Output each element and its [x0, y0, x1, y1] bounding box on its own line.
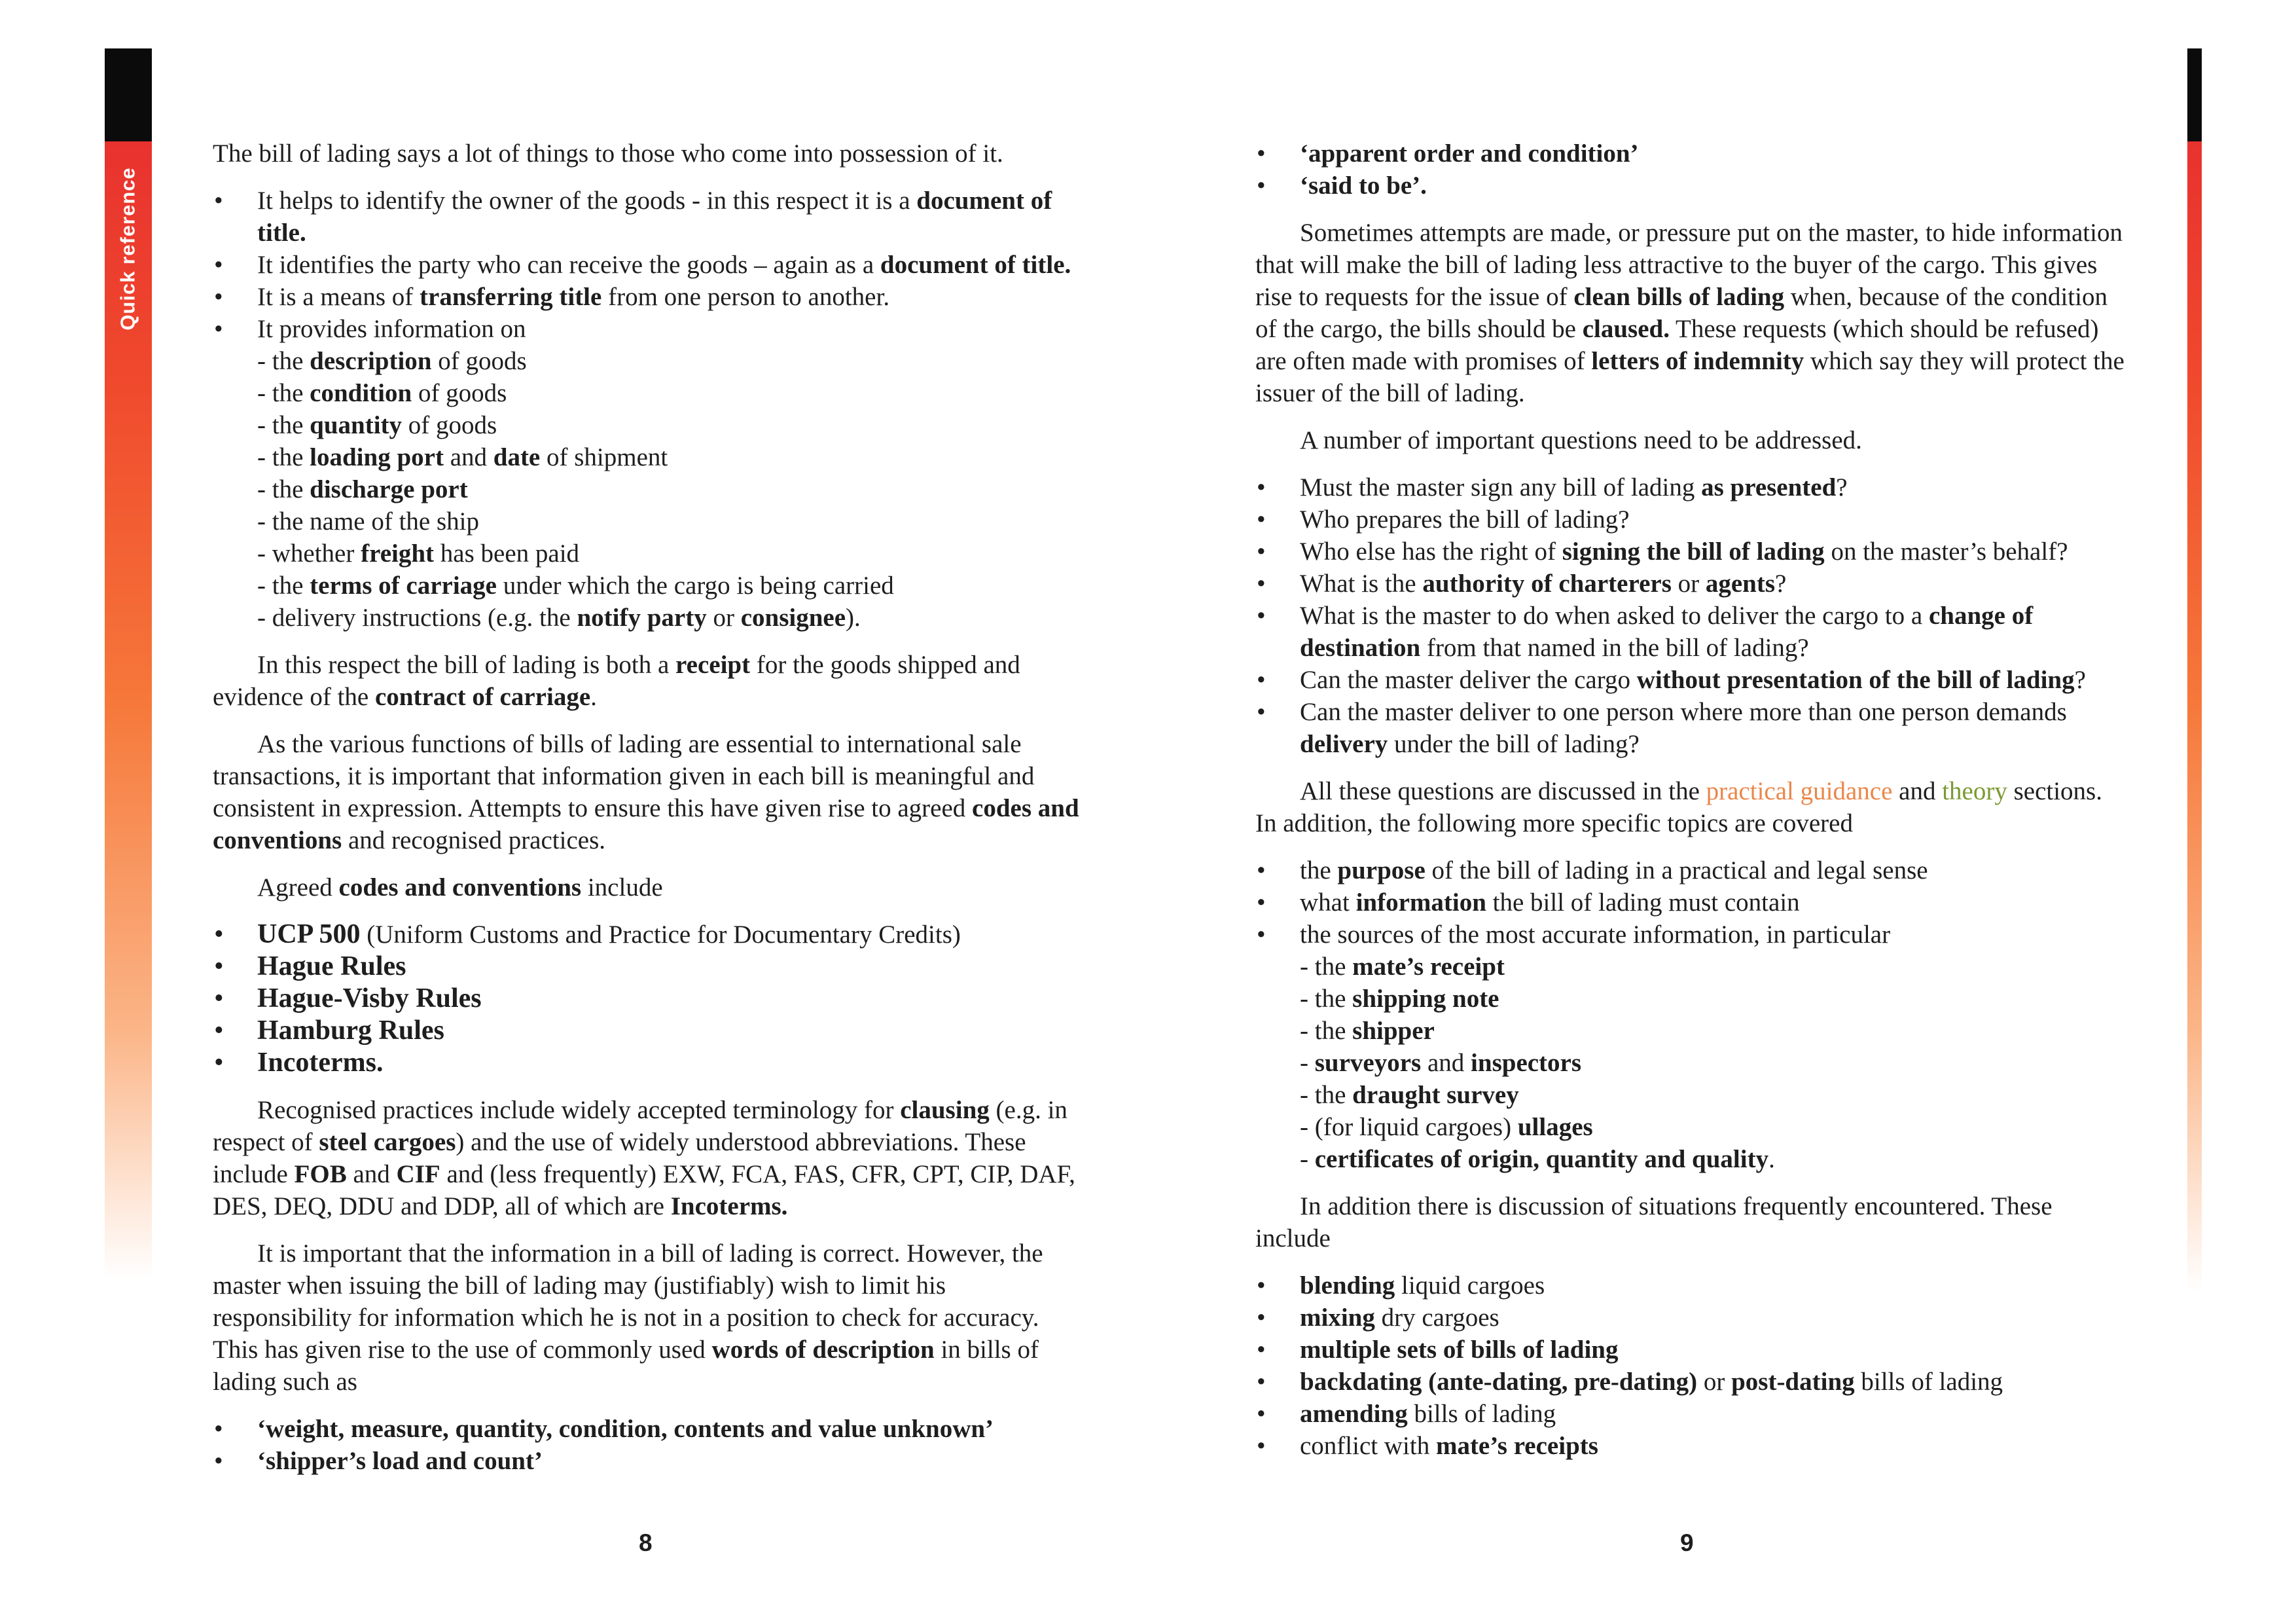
list-item: • ‘shipper’s load and count’ [213, 1445, 1083, 1477]
list-item: • Can the master deliver to one person where more than one person demands delivery under the bill of lading? [1255, 696, 2126, 760]
practices-paragraph: Recognised practices include widely accepted terminology for clausing (e.g. in respect of steel cargoes) and the use of widely understood abbreviations. These include FOB and CIF and (less frequently) EXW, FCA, FAS, CFR, CPT, CIP, DAF, DES, DEQ, DDU and DDP, all of which are Incoterms. [213, 1096, 1075, 1220]
list-item: • Can the master deliver the cargo without presentation of the bill of lading? [1255, 664, 2126, 696]
intro-paragraph: The bill of lading says a lot of things to those who come into possession of it. [213, 139, 1003, 168]
list-item: • the sources of the most accurate information, in particular - the mate’s receipt - the shipping note - the shipper - surveyors and inspectors - the draught survey - (for liquid cargoes) ullages - certificates of origin, quantity and quality. [1255, 919, 2126, 1175]
list-item: • Who else has the right of signing the bill of lading on the master’s behalf? [1255, 536, 2126, 568]
sublist-item: - whether freight has been paid [257, 539, 580, 568]
sources-sublist [1300, 951, 2126, 1175]
list-item: • multiple sets of bills of lading [1255, 1334, 2126, 1366]
list-item: • It is a means of transferring title from one person to another. [213, 281, 1083, 313]
list-item: • mixing dry cargoes [1255, 1302, 2126, 1334]
description-phrases-list [213, 1413, 1083, 1477]
list-item: • It provides information on - the description of goods - the condition of goods - the quantity of goods - the loading port and date of shipment - the discharge port - the name of the ship - whether freight has been paid - the terms of carriage under which the cargo is being carried - delivery instructions (e.g. the notify party or consignee). [213, 313, 1083, 634]
page-number-right: 9 [1680, 1529, 1694, 1556]
list-item: • backdating (ante-dating, pre-dating) or post-dating bills of lading [1255, 1366, 2126, 1398]
list-item: • Must the master sign any bill of lading as presented? [1255, 471, 2126, 503]
list-item: • Hague-Visby Rules [213, 983, 1083, 1015]
list-item: • What is the authority of charterers or agents? [1255, 568, 2126, 600]
description-phrases-continued [1255, 137, 2126, 202]
sublist-item: - the draught survey [1300, 1081, 1519, 1109]
sublist-item: - certificates of origin, quantity and quality. [1300, 1145, 1775, 1173]
list-item: • blending liquid cargoes [1255, 1269, 2126, 1302]
sublist-item: - delivery instructions (e.g. the notify party or consignee). [257, 604, 861, 632]
sublist-item: - the condition of goods [257, 379, 507, 407]
list-item: • It identifies the party who can receive the goods – again as a document of title. [213, 249, 1083, 281]
list-item: • What is the master to do when asked to deliver the cargo to a change of destination from that named in the bill of lading? [1255, 600, 2126, 664]
practical-guidance-link[interactable]: practical guidance [1706, 777, 1893, 805]
list-item: • the purpose of the bill of lading in a practical and legal sense [1255, 854, 2126, 886]
sections-paragraph: All these questions are discussed in the practical guidance and theory sections. In addition, the following more specific topics are covered [1255, 777, 2102, 837]
list-item: • UCP 500 (Uniform Customs and Practice for Documentary Credits) [213, 919, 1083, 951]
sublist-item: - the description of goods [257, 347, 527, 375]
list-item: • ‘apparent order and condition’ [1255, 137, 2126, 170]
list-item: • ‘said to be’. [1255, 170, 2126, 202]
sublist-item: - the mate’s receipt [1300, 953, 1505, 981]
section-tab-label: Quick reference [117, 167, 140, 331]
sublist-item: - surveyors and inspectors [1300, 1049, 1582, 1077]
codes-intro: Agreed codes and conventions include [257, 873, 663, 902]
right-page-column [1255, 137, 2126, 1477]
list-item: • Who prepares the bill of lading? [1255, 503, 2126, 536]
list-item: • Hague Rules [213, 951, 1083, 983]
sublist-item: - the loading port and date of shipment [257, 443, 668, 471]
topics-list [1255, 854, 2126, 1175]
list-item: • It helps to identify the owner of the goods - in this respect it is a document of title. [213, 185, 1083, 249]
codes-list [213, 919, 1083, 1079]
function-list [213, 185, 1083, 634]
sublist-item: - the shipper [1300, 1017, 1435, 1045]
receipt-paragraph: In this respect the bill of lading is both a receipt for the goods shipped and evidence of the contract of carriage. [213, 651, 1020, 711]
questions-list [1255, 471, 2126, 760]
questions-intro: A number of important questions need to be addressed. [1300, 426, 1862, 454]
list-item: • amending bills of lading [1255, 1398, 2126, 1430]
situations-list [1255, 1269, 2126, 1462]
page-number-left: 8 [639, 1529, 653, 1556]
accuracy-paragraph: It is important that the information in a bill of lading is correct. However, the master when issuing the bill of lading may (justifiably) wish to limit his responsibility for information which he is not in a position to check for accuracy. This has given rise to the use of commonly used words of description in bills of lading such as [213, 1239, 1043, 1396]
list-item: • ‘weight, measure, quantity, condition, contents and value unknown’ [213, 1413, 1083, 1445]
information-sublist [257, 345, 1083, 634]
list-item: • what information the bill of lading must contain [1255, 886, 2126, 919]
theory-link[interactable]: theory [1942, 777, 2007, 805]
list-item: • Hamburg Rules [213, 1015, 1083, 1047]
clean-bills-paragraph: Sometimes attempts are made, or pressure put on the master, to hide information that will make the bill of lading less attractive to the buyer of the cargo. This gives rise to requests for the issue of clean bills of lading when, because of the condition of the cargo, the bills should be claused. These requests (which should be refused) are often made with promises of letters of indemnity which say they will protect the issuer of the bill of lading. [1255, 219, 2125, 407]
sublist-item: - the discharge port [257, 475, 468, 503]
list-item: • Incoterms. [213, 1047, 1083, 1079]
sublist-item: - (for liquid cargoes) ullages [1300, 1113, 1593, 1141]
sublist-item: - the quantity of goods [257, 411, 497, 439]
sublist-item: - the name of the ship [257, 507, 479, 536]
sublist-item: - the terms of carriage under which the cargo is being carried [257, 572, 894, 600]
left-page-column [213, 137, 1083, 1492]
situations-intro: In addition there is discussion of situations frequently encountered. These include [1255, 1192, 2053, 1252]
section-tab-right [2187, 48, 2202, 1292]
list-item: • conflict with mate’s receipts [1255, 1430, 2126, 1462]
sublist-item: - the shipping note [1300, 985, 1499, 1013]
conventions-paragraph: As the various functions of bills of lading are essential to international sale transactions, it is important that information given in each bill is meaningful and consistent in expression. Attempts to ensure this have given rise to agreed codes and conventions and recognised practices. [213, 730, 1079, 854]
